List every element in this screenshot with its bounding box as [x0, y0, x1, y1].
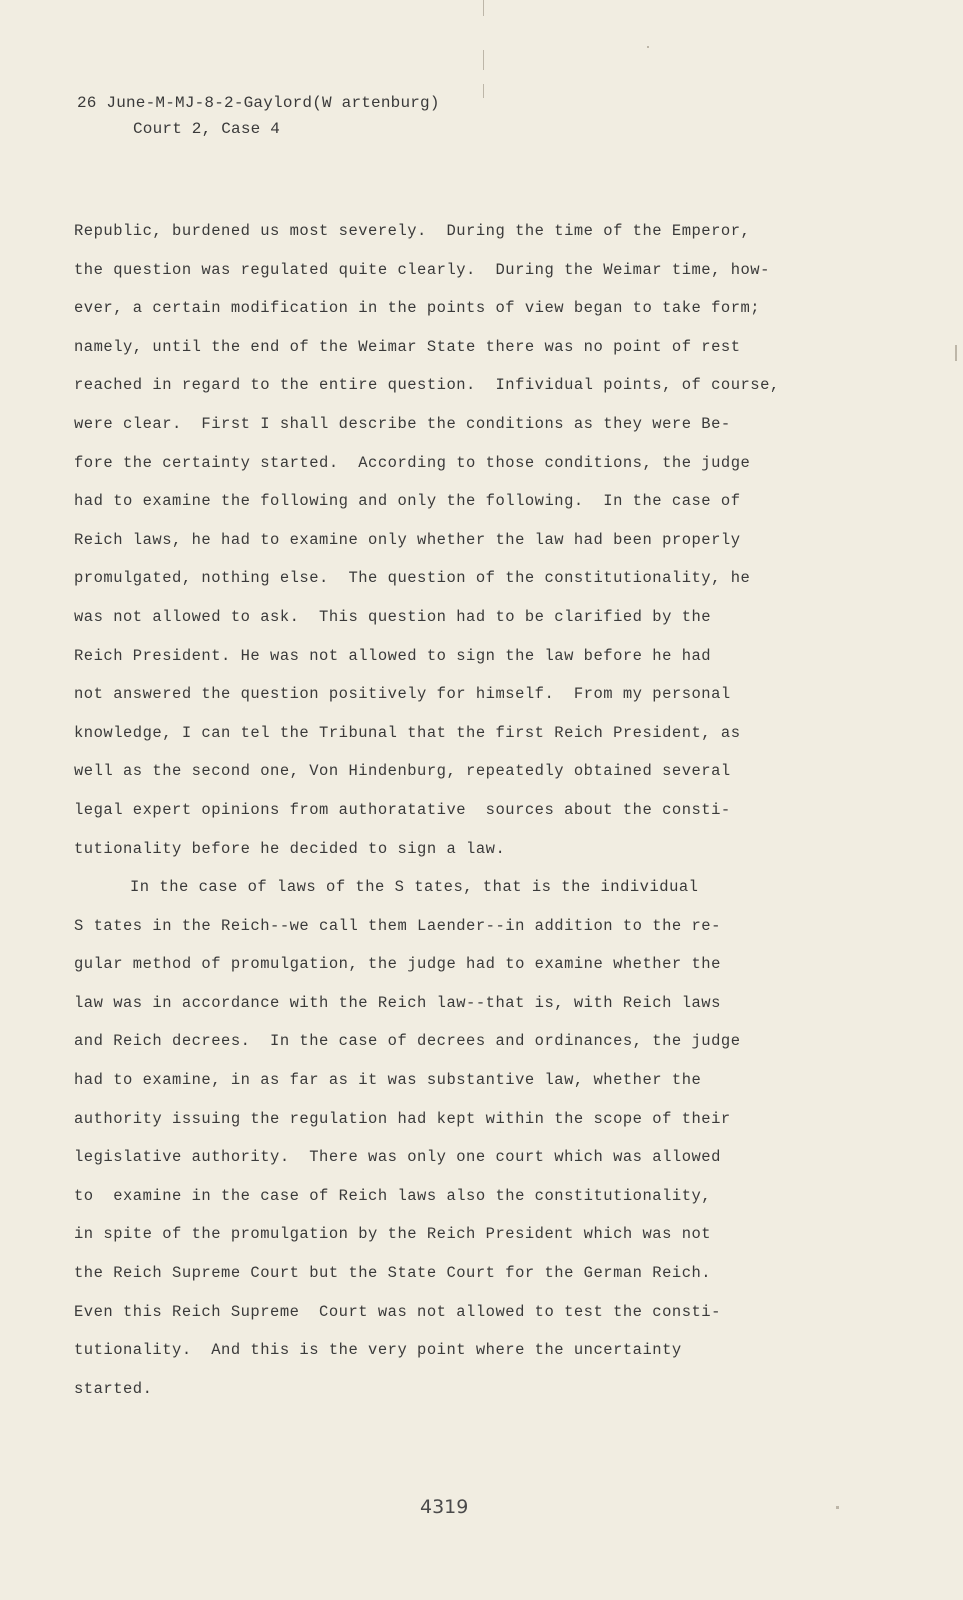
paper-mark: [836, 1506, 839, 1509]
text-line: fore the certainty started. According to those conditions, the judge: [74, 453, 751, 472]
text-line: promulgated, nothing else. The question of the constitutionality, he: [74, 569, 751, 588]
text-line: In the case of laws of the S tates, that is the individual: [130, 878, 699, 897]
text-line: reached in regard to the entire question. Infividual points, of course,: [74, 376, 780, 395]
header-reference: 26 June-M-MJ-8-2-Gaylord(W artenburg): [77, 94, 440, 112]
text-line: not answered the question positively for himself. From my personal: [74, 685, 731, 704]
paper-mark: [955, 345, 957, 361]
text-line: legislative authority. There was only one court which was allowed: [74, 1148, 721, 1167]
document-body: [74, 212, 874, 1408]
text-line: Reich President. He was not allowed to sign the law before he had: [74, 646, 712, 665]
text-line: authority issuing the regulation had kept within the scope of their: [74, 1109, 731, 1128]
text-line: ever, a certain modification in the points of view began to take form;: [74, 299, 761, 318]
text-line: S tates in the Reich--we call them Laender--in addition to the re-: [74, 916, 721, 935]
text-line: gular method of promulgation, the judge had to examine whether the: [74, 955, 721, 974]
text-line: were clear. First I shall describe the conditions as they were Be-: [74, 414, 731, 433]
header-court-case: Court 2, Case 4: [133, 120, 281, 138]
text-line: had to examine the following and only the following. In the case of: [74, 492, 741, 511]
document-header: [77, 90, 440, 142]
text-line: and Reich decrees. In the case of decrees and ordinances, the judge: [74, 1032, 741, 1051]
paper-mark: [647, 46, 649, 48]
text-line: Republic, burdened us most severely. During the time of the Emperor,: [74, 222, 751, 240]
text-line: Even this Reich Supreme Court was not allowed to test the consti-: [74, 1302, 721, 1321]
text-line: law was in accordance with the Reich law--that is, with Reich laws: [74, 993, 721, 1012]
text-line: legal expert opinions from authoratative sources about the consti-: [74, 800, 731, 819]
text-line: to examine in the case of Reich laws also the constitutionality,: [74, 1186, 712, 1205]
text-line: Reich laws, he had to examine only whether the law had been properly: [74, 530, 741, 549]
text-line: well as the second one, Von Hindenburg, repeatedly obtained several: [74, 762, 731, 781]
text-line: tutionality. And this is the very point where the uncertainty: [74, 1341, 682, 1360]
text-line: the Reich Supreme Court but the State Court for the German Reich.: [74, 1264, 712, 1283]
text-line: namely, until the end of the Weimar State there was no point of rest: [74, 337, 741, 356]
text-line: had to examine, in as far as it was substantive law, whether the: [74, 1071, 702, 1090]
text-line: was not allowed to ask. This question had to be clarified by the: [74, 607, 712, 626]
text-line: started.: [74, 1379, 153, 1398]
text-line: tutionality before he decided to sign a law.: [74, 839, 506, 858]
paper-mark: [483, 50, 484, 70]
text-line: in spite of the promulgation by the Reich President which was not: [74, 1225, 712, 1244]
page-number: 4319: [420, 1496, 469, 1518]
paper-mark: [483, 0, 484, 16]
paper-mark: [483, 84, 484, 98]
text-line: knowledge, I can tel the Tribunal that the first Reich President, as: [74, 723, 741, 742]
text-line: the question was regulated quite clearly. During the Weimar time, how-: [74, 260, 770, 279]
